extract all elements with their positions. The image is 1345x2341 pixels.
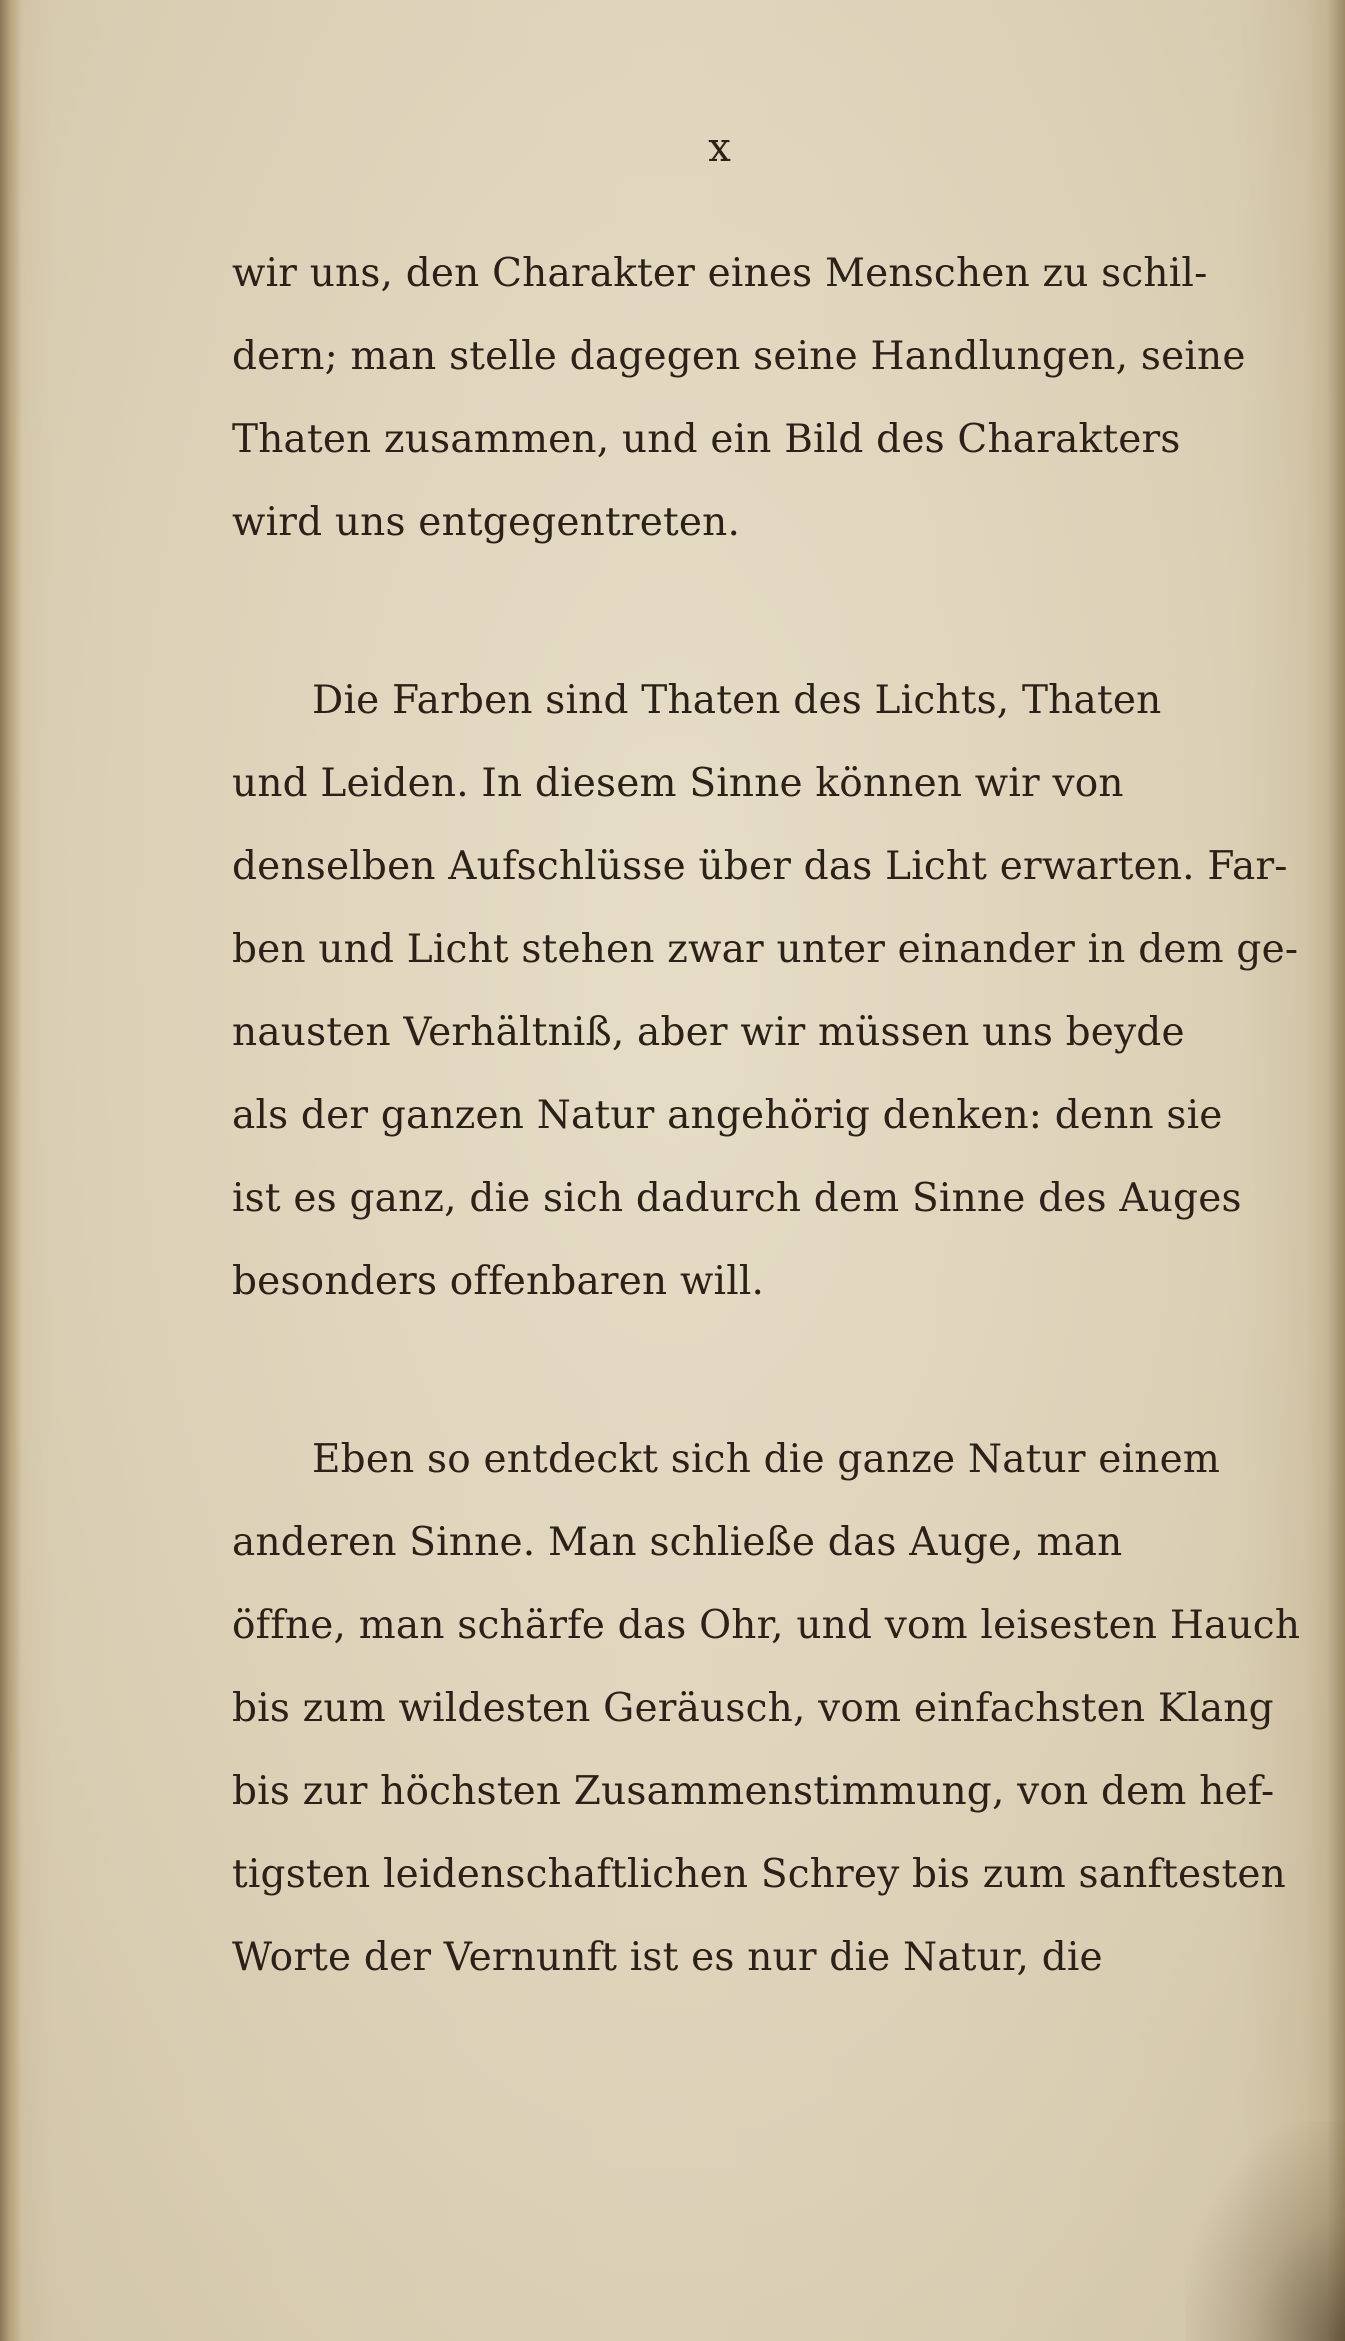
paragraph-2: [232, 659, 1299, 1323]
text-line: als der ganzen Natur angehörig denken: denn sie: [232, 1093, 1223, 1138]
text-line: wir uns, den Charakter eines Menschen zu schil-: [232, 251, 1208, 296]
text-line: bis zur höchsten Zusammenstimmung, von dem hef-: [232, 1769, 1275, 1814]
text-line: bis zum wildesten Geräusch, vom einfachsten Klang: [232, 1686, 1274, 1731]
gutter-shadow: [0, 0, 22, 2341]
paragraph-3: [232, 1418, 1301, 1999]
text-line: ben und Licht stehen zwar unter einander in dem ge-: [232, 927, 1299, 972]
text-line: wird uns entgegentreten.: [232, 500, 741, 545]
text-line: und Leiden. In diesem Sinne können wir von: [232, 761, 1124, 806]
text-line: denselben Aufschlüsse über das Licht erwarten. Far-: [232, 844, 1288, 889]
paragraph-spacer: [232, 1323, 1222, 1418]
page-edge-shadow: [1305, 0, 1345, 2341]
text-line: Worte der Vernunft ist es nur die Natur, die: [232, 1935, 1103, 1980]
text-line: Die Farben sind Thaten des Lichts, Thaten: [312, 678, 1162, 723]
paragraph-spacer: [232, 564, 1222, 659]
text-line: besonders offenbaren will.: [232, 1259, 765, 1304]
text-line: Eben so entdeckt sich die ganze Natur einem: [312, 1437, 1221, 1482]
text-line: anderen Sinne. Man schließe das Auge, man: [232, 1520, 1123, 1565]
text-line: Thaten zusammen, und ein Bild des Charakters: [232, 417, 1181, 462]
text-line: nausten Verhältniß, aber wir müssen uns beyde: [232, 1010, 1185, 1055]
text-line: dern; man stelle dagegen seine Handlungen, seine: [232, 334, 1246, 379]
body-text: [232, 232, 1301, 1999]
page-number: x: [708, 125, 732, 171]
text-line: ist es ganz, die sich dadurch dem Sinne des Auges: [232, 1176, 1242, 1221]
page-stain: [1185, 2121, 1345, 2341]
paragraph-1: [232, 232, 1246, 564]
text-line: tigsten leidenschaftlichen Schrey bis zum sanftesten: [232, 1852, 1286, 1897]
text-line: öffne, man schärfe das Ohr, und vom leisesten Hauch: [232, 1603, 1301, 1648]
